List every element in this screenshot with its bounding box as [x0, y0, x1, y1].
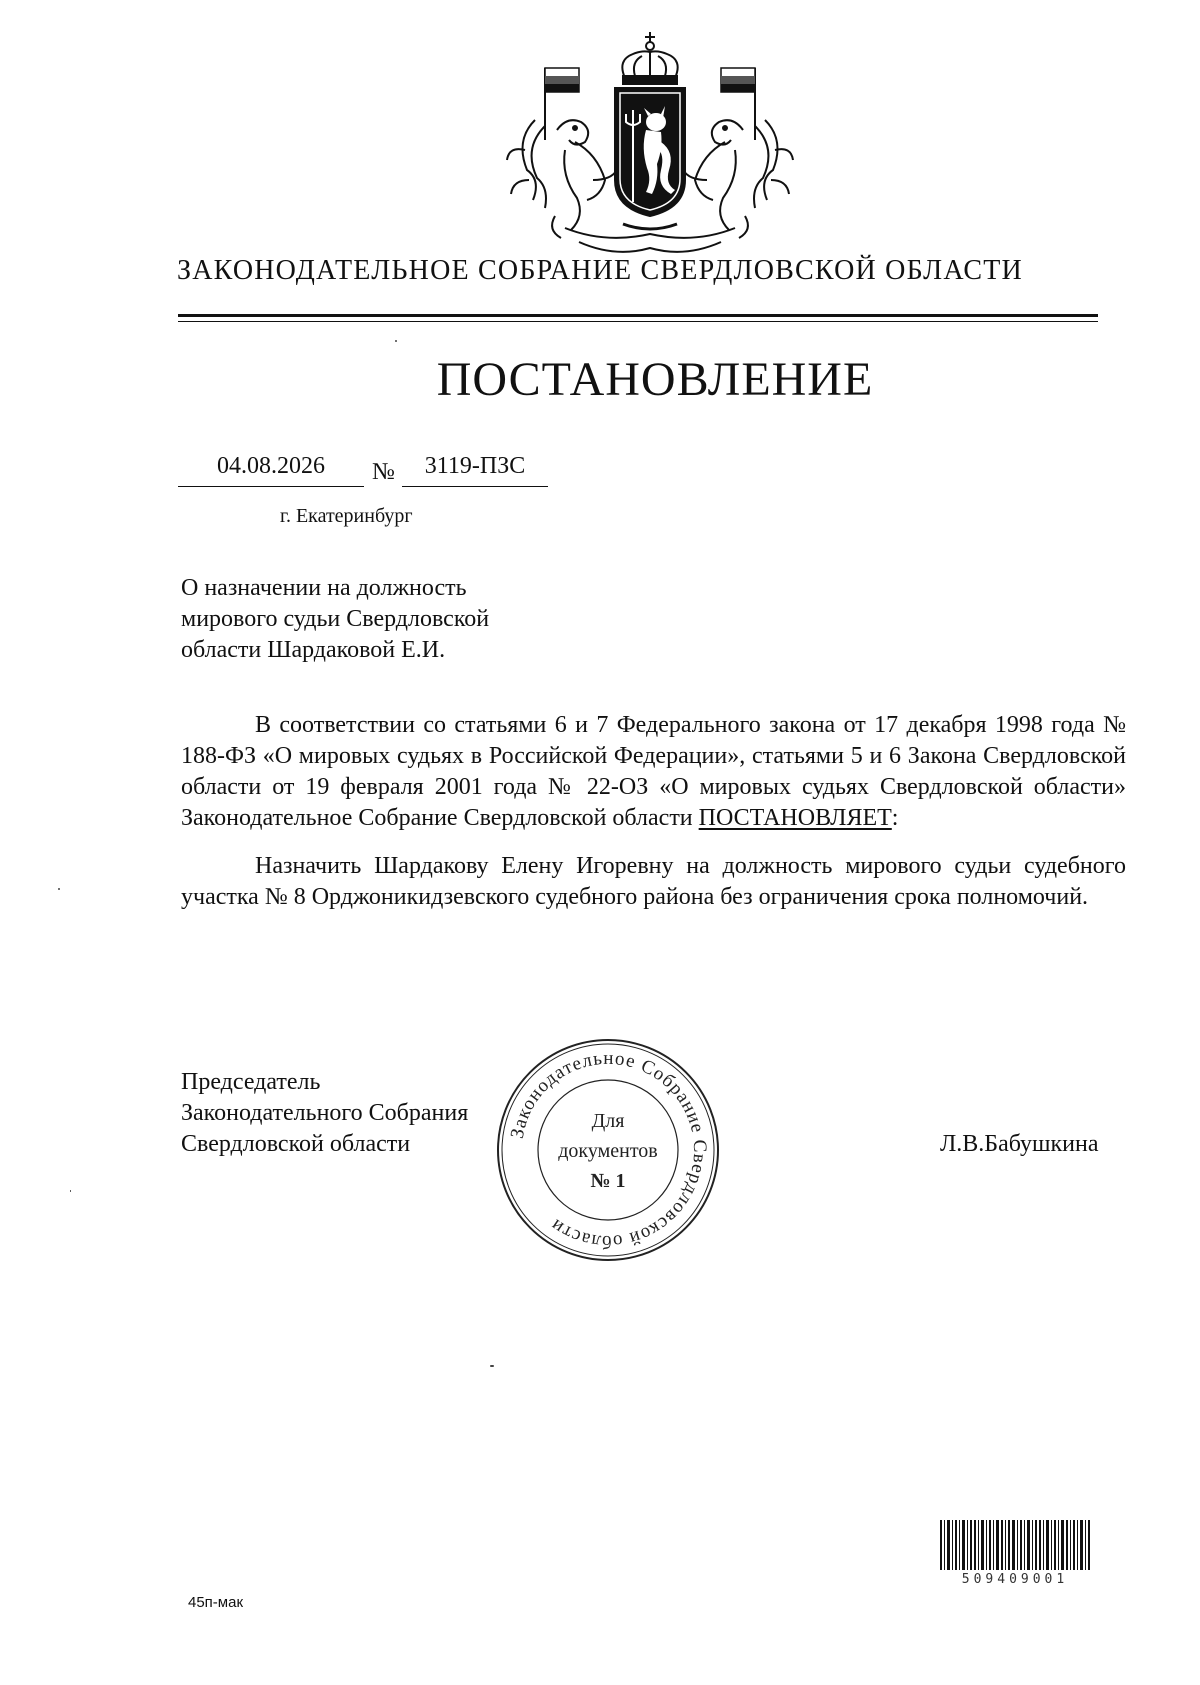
document-city: г. Екатеринбург: [280, 505, 413, 527]
decree-colon: :: [891, 805, 899, 831]
svg-text:№ 1: № 1: [590, 1170, 626, 1192]
scan-speck: [490, 1365, 494, 1367]
scan-speck: [58, 888, 60, 890]
signer-name: Л.В.Бабушкина: [940, 1131, 1099, 1157]
basis-text: В соответствии со статьями 6 и 7 Федерального закона от 17 декабря 1998 года № 188-ФЗ «О мировых судьях в Российской Федерации», статьями 5 и 6 Закона Свердловской области от 19 февраля 2001 года № 22-ОЗ «О мировых судьях Свердловской области» Законодательное Собрание Свердловской области: [181, 712, 1126, 831]
official-stamp: [493, 1035, 723, 1265]
signer-title-line: Председатель: [181, 1069, 321, 1095]
header-double-rule-top: [178, 314, 1098, 317]
footer-code: 45п-мак: [188, 1594, 244, 1611]
document-body: [181, 710, 1126, 930]
organization-title: ЗАКОНОДАТЕЛЬНОЕ СОБРАНИЕ СВЕРДЛОВСКОЙ ОБЛАСТИ: [177, 255, 1023, 286]
subject-line: О назначении на должность: [181, 575, 467, 601]
signer-title-line: Законодательного Собрания: [181, 1100, 469, 1126]
date-underline: [178, 486, 364, 487]
crown-icon: [622, 32, 677, 84]
body-paragraph-decision: Назначить Шардакову Елену Игоревну на должность мирового судьи судебного участка № 8 Орджоникидзевского судебного района без ограничения срока полномочий.: [181, 853, 1126, 910]
document-number: 3119-ПЗС: [424, 453, 526, 479]
svg-text:документов: документов: [558, 1140, 658, 1162]
document-subject: [181, 573, 641, 666]
subject-line: мирового судьи Свердловской: [181, 606, 490, 632]
document-type-title: ПОСТАНОВЛЕНИЕ: [436, 353, 874, 406]
scan-speck: [395, 340, 397, 342]
decree-word: ПОСТАНОВЛЯЕТ: [698, 805, 892, 831]
signer-title-line: Свердловской области: [181, 1131, 411, 1157]
barcode-digits: 509409001: [961, 1572, 1069, 1587]
griffin-right-icon: [683, 120, 793, 230]
document-barcode: [940, 1520, 1090, 1570]
subject-line: области Шардаковой Е.И.: [181, 637, 446, 663]
svg-text:Законодательное Собрание Сверд: Законодательное Собрание Свердловской области: [506, 1047, 711, 1253]
griffin-left-icon: [507, 120, 617, 230]
header-double-rule-bottom: [178, 321, 1098, 322]
document-date: 04.08.2026: [217, 453, 325, 479]
svg-text:Для: Для: [591, 1110, 625, 1132]
body-paragraph-basis: [181, 710, 1126, 834]
number-underline: [402, 486, 548, 487]
signer-position: [181, 1067, 468, 1160]
scan-speck: [70, 1190, 71, 1192]
coat-of-arms-emblem: [505, 30, 795, 265]
number-sign: №: [372, 459, 395, 485]
